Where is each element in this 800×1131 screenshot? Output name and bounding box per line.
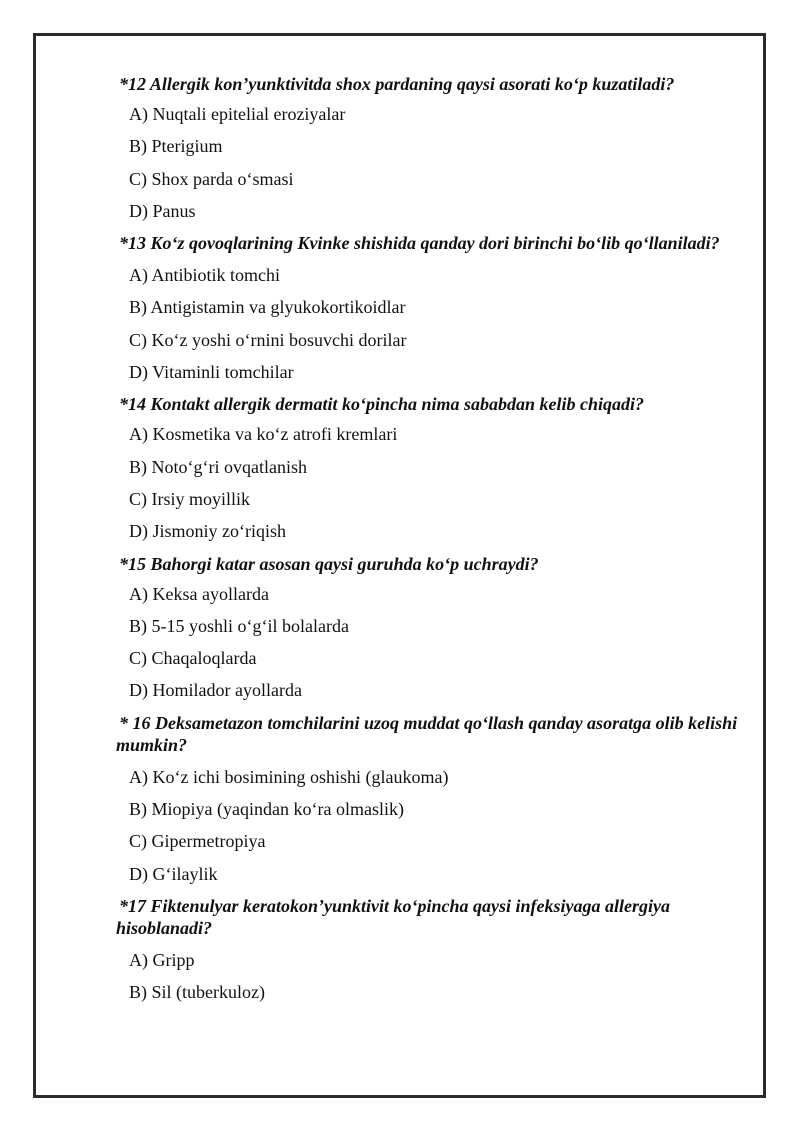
question-list: [0, 73, 800, 1014]
question-12: *12 Allergik kon’yunktivitda shox pardaning qaysi asorati koʻp kuzatiladi?: [119, 74, 675, 94]
option-c: C) Koʻz yoshi oʻrnini bosuvchi dorilar: [129, 329, 407, 350]
option-b: B) Pterigium: [129, 136, 223, 157]
option-d: D) Gʻilaylik: [129, 863, 218, 884]
option-b: B) Sil (tuberkuloz): [129, 982, 265, 1003]
option-d: D) Vitaminli tomchilar: [129, 362, 294, 383]
option-b: B) Antigistamin va glyukokortikoidlar: [129, 297, 406, 318]
option-d: D) Homilador ayollarda: [129, 680, 302, 701]
option-b: B) 5-15 yoshli oʻgʻil bolalarda: [129, 615, 349, 636]
option-a: A) Gripp: [129, 949, 195, 970]
option-c: C) Shox parda oʻsmasi: [129, 168, 294, 189]
option-d: D) Panus: [129, 200, 196, 221]
option-b: B) Miopiya (yaqindan koʻra olmaslik): [129, 799, 404, 820]
option-a: A) Antibiotik tomchi: [129, 265, 280, 286]
option-b: B) Notoʻgʻri ovqatlanish: [129, 456, 307, 477]
question-16: * 16 Deksametazon tomchilarini uzoq muddat qoʻllash qanday asoratga olib kelishi mumkin?: [116, 712, 738, 755]
option-c: C) Irsiy moyillik: [129, 488, 250, 509]
question-17: *17 Fiktenulyar keratokon’yunktivit koʻpincha qaysi infeksiyaga allergiya hisoblanadi?: [116, 895, 670, 938]
option-c: C) Gipermetropiya: [129, 831, 266, 852]
option-c: C) Chaqaloqlarda: [129, 648, 257, 669]
option-d: D) Jismoniy zoʻriqish: [129, 521, 286, 542]
option-a: A) Nuqtali epitelial eroziyalar: [129, 104, 346, 124]
question-15: *15 Bahorgi katar asosan qaysi guruhda koʻp uchraydi?: [119, 553, 539, 574]
question-14: *14 Kontakt allergik dermatit koʻpincha nima sababdan kelib chiqadi?: [119, 394, 645, 415]
option-a: A) Kosmetika va koʻz atrofi kremlari: [129, 424, 398, 445]
option-a: A) Koʻz ichi bosimining oshishi (glaukoma): [129, 766, 449, 787]
question-13: *13 Koʻz qovoqlarining Kvinke shishida qanday dori birinchi boʻlib qoʻllaniladi?: [119, 233, 720, 254]
option-a: A) Keksa ayollarda: [129, 583, 269, 604]
